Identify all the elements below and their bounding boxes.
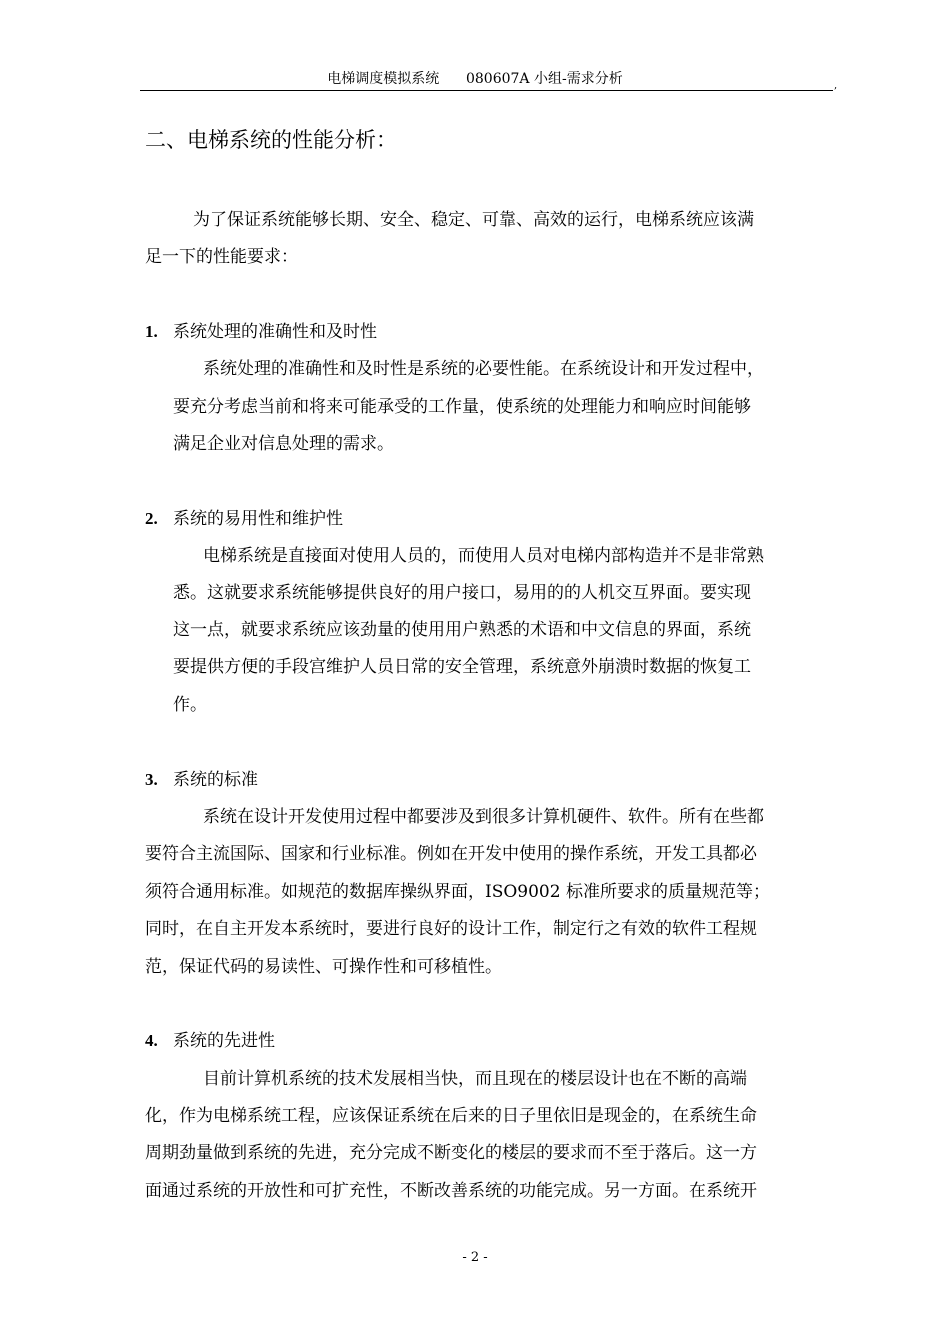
item-heading-text: 系统处理的准确性和及时性 [173,322,377,342]
header-mark: , [834,80,838,91]
item-line: 周期劲量做到系统的先进，充分完成不断变化的楼层的要求而不至于落后。这一方 [145,1143,757,1163]
item-line: 须符合通用标准。如规范的数据库操纵界面，ISO9002 标准所要求的质量规范等； [145,882,770,902]
item-heading-text: 系统的易用性和维护性 [173,509,343,529]
item-heading [145,1029,275,1053]
section-title: 二、电梯系统的性能分析： [145,128,397,152]
item-line: 这一点，就要求系统应该劲量的使用用户熟悉的术语和中文信息的界面，系统 [173,620,751,640]
item-number: 1. [145,322,158,341]
item-line: 同时，在自主开发本系统时，要进行良好的设计工作，制定行之有效的软件工程规 [145,919,757,939]
intro-line: 为了保证系统能够长期、安全、稳定、可靠、高效的运行，电梯系统应该满 [193,210,754,230]
item-line: 电梯系统是直接面对使用人员的，而使用人员对电梯内部构造并不是非常熟 [203,546,764,566]
header-divider [140,90,833,91]
item-line: 作。 [173,695,207,715]
item-line: 要符合主流国际、国家和行业标准。例如在开发中使用的操作系统，开发工具都必 [145,844,757,864]
item-line: 系统在设计开发使用过程中都要涉及到很多计算机硬件、软件。所有在些都 [203,807,764,827]
item-line: 系统处理的准确性和及时性是系统的必要性能。在系统设计和开发过程中， [203,359,764,379]
item-line: 悉。这就要求系统能够提供良好的用户接口，易用的的人机交互界面。要实现 [173,583,751,603]
header-title: 电梯调度模拟系统 080607A 小组-需求分析 [327,71,623,87]
item-line: 范，保证代码的易读性、可操作性和可移植性。 [145,957,502,977]
intro-line: 足一下的性能要求： [145,247,298,267]
item-line: 要充分考虑当前和将来可能承受的工作量，使系统的处理能力和响应时间能够 [173,397,751,417]
item-line: 满足企业对信息处理的需求。 [173,434,394,454]
item-number: 3. [145,770,158,789]
item-heading [145,768,258,792]
page-number: - 2 - [462,1250,488,1265]
item-heading-text: 系统的标准 [173,770,258,790]
item-line: 要提供方便的手段宫维护人员日常的安全管理，系统意外崩溃时数据的恢复工 [173,657,751,677]
item-line: 化，作为电梯系统工程，应该保证系统在后来的日子里依旧是现金的，在系统生命 [145,1106,757,1126]
item-number: 4. [145,1031,158,1050]
item-line: 目前计算机系统的技术发展相当快，而且现在的楼层设计也在不断的高端 [203,1069,747,1089]
item-line: 面通过系统的开放性和可扩充性，不断改善系统的功能完成。另一方面。在系统开 [145,1181,757,1201]
item-heading [145,507,343,531]
item-number: 2. [145,509,158,528]
item-heading [145,320,377,344]
item-heading-text: 系统的先进性 [173,1031,275,1051]
